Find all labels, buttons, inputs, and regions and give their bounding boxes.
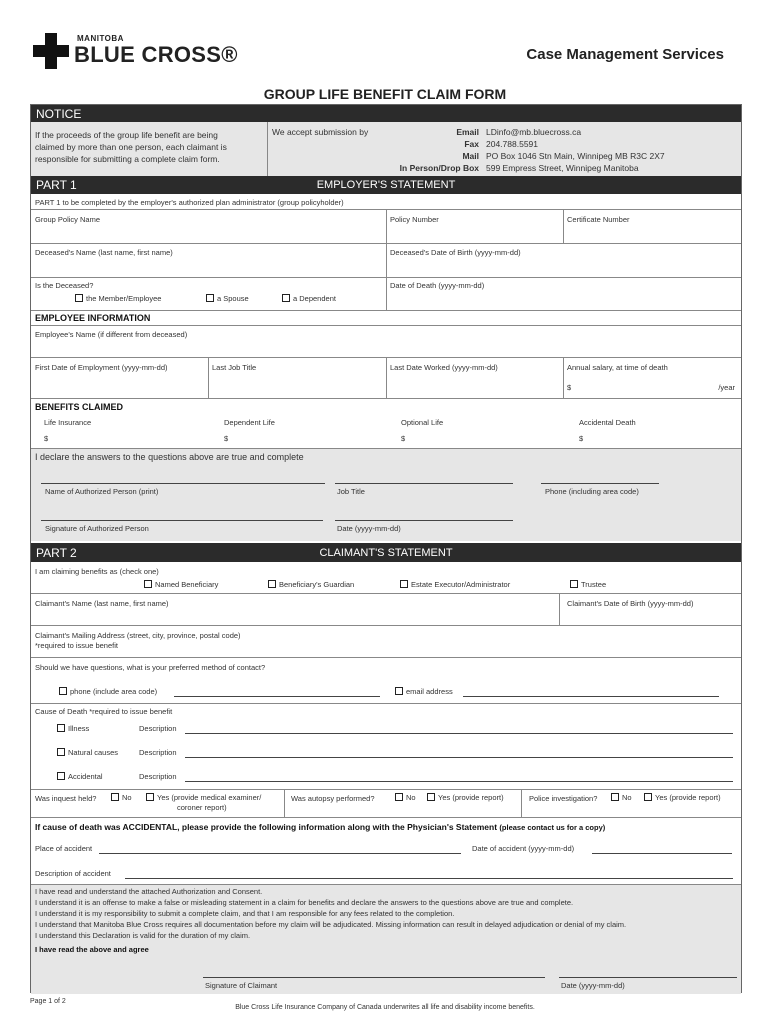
drop-value: 599 Empress Street, Winnipeg Manitoba [486,163,639,173]
case-management-title: Case Management Services [526,46,724,63]
group-policy-name-field[interactable]: Group Policy Name [35,215,101,224]
checkbox-icon [282,294,290,302]
cause-of-death-label: Cause of Death *required to issue benefit [35,707,173,716]
claimant-date-label: Date (yyyy-mm-dd) [561,981,625,990]
notice-text-1: If the proceeds of the group life benefit are being [35,130,218,140]
member-checkbox[interactable]: the Member/Employee [75,294,161,303]
dependent-checkbox[interactable]: a Dependent [282,294,336,303]
checkbox-icon [395,793,403,801]
checkbox-icon [59,687,67,695]
date-of-accident-line[interactable] [592,853,732,854]
blue-cross-logo-icon [33,33,69,69]
phone-label: Phone (including area code) [545,487,639,496]
autopsy-label: Was autopsy performed? [291,794,375,803]
authorized-signature-label: Signature of Authorized Person [45,524,149,533]
form-title: GROUP LIFE BENEFIT CLAIM FORM [263,86,507,102]
place-of-accident-line[interactable] [99,853,461,854]
decl-line-2: I understand it is an offense to make a false or misleading statement in a claim for benefits and declare the answers to the questions above are true and complete. [35,898,574,907]
checkbox-icon [395,687,403,695]
date-of-accident-label: Date of accident (yyyy-mm-dd) [472,844,575,853]
accidental-death-label: Accidental Death [579,418,636,427]
annual-salary-field[interactable]: Annual salary, at time of death [567,363,668,372]
guardian-checkbox[interactable]: Beneficiary's Guardian [268,580,354,589]
authorized-signature-line[interactable] [41,520,323,521]
decl-line-1: I have read and understand the attached Authorization and Consent. [35,887,263,896]
estate-checkbox[interactable]: Estate Executor/Administrator [400,580,510,589]
inquest-yes-note: coroner report) [177,803,227,812]
deceased-name-field[interactable]: Deceased's Name (last name, first name) [35,248,173,257]
claimant-name-field[interactable]: Claimant's Name (last name, first name) [35,599,169,608]
email-contact-line[interactable] [463,696,719,697]
optional-life-label: Optional Life [401,418,444,427]
accidental-description-line[interactable] [185,781,733,782]
email-value: LDinfo@mb.bluecross.ca [486,127,582,137]
certificate-number-field[interactable]: Certificate Number [567,215,630,224]
optional-life-amount[interactable]: $ [401,434,406,443]
natural-description-label: Description [139,748,177,757]
police-yes-checkbox[interactable]: Yes (provide report) [644,793,721,802]
inquest-label: Was inquest held? [35,794,97,803]
checkbox-icon [144,580,152,588]
policy-number-field[interactable]: Policy Number [390,215,439,224]
claimant-dob-field[interactable]: Claimant's Date of Birth (yyyy-mm-dd) [567,599,694,608]
autopsy-no-checkbox[interactable]: No [395,793,416,802]
job-title-line[interactable] [335,483,513,484]
life-insurance-amount[interactable]: $ [44,434,49,443]
inquest-no-checkbox[interactable]: No [111,793,132,802]
authorized-name-label: Name of Authorized Person (print) [45,487,159,496]
benefits-claimed-heading: BENEFITS CLAIMED [35,402,124,412]
part1-intro: PART 1 to be completed by the employer's authorized plan administrator (group policyholder) [35,198,344,207]
checkbox-icon [146,793,154,801]
claimant-signature-line[interactable] [203,977,545,978]
notice-text-2: claimed by more than one person, each claimant is [35,142,227,152]
natural-description-line[interactable] [185,757,733,758]
claimant-signature-label: Signature of Claimant [205,981,278,990]
checkbox-icon [57,724,65,732]
mailing-required-note: *required to issue benefit [35,641,118,650]
part2-title: CLAIMANT'S STATEMENT [319,546,453,559]
notice-text-3: responsible for submitting a complete claim form. [35,154,220,164]
illness-description-line[interactable] [185,733,733,734]
authorized-date-line[interactable] [335,520,513,521]
brand-manitoba: MANITOBA [77,34,124,43]
police-label: Police investigation? [529,794,598,803]
mail-label: Mail [462,151,479,161]
part1-label: PART 1 [36,178,77,192]
salary-year: /year [718,383,735,392]
email-contact-checkbox[interactable]: email address [395,687,453,696]
checkbox-icon [427,793,435,801]
accidental-description-label: Description [139,772,177,781]
police-no-checkbox[interactable]: No [611,793,632,802]
employee-info-heading: EMPLOYEE INFORMATION [35,313,151,323]
autopsy-yes-checkbox[interactable]: Yes (provide report) [427,793,504,802]
last-date-worked-field[interactable]: Last Date Worked (yyyy-mm-dd) [390,363,498,372]
deceased-dob-field[interactable]: Deceased's Date of Birth (yyyy-mm-dd) [390,248,521,257]
named-beneficiary-checkbox[interactable]: Named Beneficiary [144,580,218,589]
is-deceased-label: Is the Deceased? [35,281,94,290]
phone-line[interactable] [541,483,659,484]
authorized-name-line[interactable] [41,483,325,484]
decl-line-3: I understand it is my responsibility to submit a complete claim, and that I am responsible for any fees related to the completion. [35,909,455,918]
notice-label: NOTICE [36,106,82,121]
brand-blue-cross: BLUE CROSS® [74,42,238,67]
part2-bar [31,543,741,562]
decl-line-5: I understand this Declaration is valid for the duration of my claim. [35,931,251,940]
life-insurance-label: Life Insurance [44,418,92,427]
checkbox-icon [57,748,65,756]
authorized-date-label: Date (yyyy-mm-dd) [337,524,401,533]
job-title-label: Job Title [337,487,365,496]
accidental-checkbox[interactable]: Accidental [57,772,103,781]
claiming-as-label: I am claiming benefits as (check one) [35,567,159,576]
description-of-accident-label: Description of accident [35,869,111,878]
phone-contact-checkbox[interactable]: phone (include area code) [59,687,157,696]
claim-form [30,104,742,993]
dependent-life-amount[interactable]: $ [224,434,229,443]
place-of-accident-label: Place of accident [35,844,93,853]
checkbox-icon [75,294,83,302]
drop-label: In Person/Drop Box [399,163,479,173]
description-of-accident-line[interactable] [125,878,733,879]
part1-bar [31,176,741,194]
email-label: Email [456,127,479,137]
phone-contact-line[interactable] [174,696,380,697]
illness-description-label: Description [139,724,177,733]
employee-name-field[interactable]: Employee's Name (if different from deceased) [35,330,188,339]
checkbox-icon [570,580,578,588]
part1-title: EMPLOYER'S STATEMENT [316,179,456,191]
trustee-checkbox[interactable]: Trustee [570,580,606,589]
declare-text: I declare the answers to the questions above are true and complete [35,452,304,462]
notice-bar [31,105,741,122]
checkbox-icon [400,580,408,588]
spouse-checkbox[interactable]: a Spouse [206,294,249,303]
dependent-life-label: Dependent Life [224,418,275,427]
natural-causes-checkbox[interactable]: Natural causes [57,748,118,757]
page-number: Page 1 of 2 [30,998,66,1005]
part2-label: PART 2 [36,545,77,560]
last-job-title-field[interactable]: Last Job Title [212,363,257,372]
checkbox-icon [206,294,214,302]
read-agree: I have read the above and agree [35,945,149,954]
mail-value: PO Box 1046 Stn Main, Winnipeg MB R3C 2X7 [486,151,665,161]
accidental-death-amount[interactable]: $ [579,434,584,443]
accept-label: We accept submission by [272,127,369,137]
claimant-date-line[interactable] [559,977,737,978]
checkbox-icon [644,793,652,801]
checkbox-icon [611,793,619,801]
checkbox-icon [111,793,119,801]
fax-label: Fax [464,139,479,149]
decl-line-4: I understand that Manitoba Blue Cross requires all documentation before my claim will be adjudicated. Missing information can result in delayed adjudication or denial of my claim. [35,920,627,929]
salary-dollar: $ [567,383,572,392]
illness-checkbox[interactable]: Illness [57,724,89,733]
checkbox-icon [57,772,65,780]
first-date-employment-field[interactable]: First Date of Employment (yyyy-mm-dd) [35,363,168,372]
date-of-death-field[interactable]: Date of Death (yyyy-mm-dd) [390,281,485,290]
mailing-address-field[interactable]: Claimant's Mailing Address (street, city, province, postal code) [35,631,241,640]
underwrite-note: Blue Cross Life Insurance Company of Canada underwrites all life and disability income benefits. [235,1004,535,1011]
accidental-heading: If cause of death was ACCIDENTAL, please provide the following information along with the Physician's Statement (please contact us for a copy) [35,822,606,832]
fax-value: 204.788.5591 [486,139,538,149]
inquest-yes-checkbox[interactable]: Yes (provide medical examiner/ [146,793,261,802]
checkbox-icon [268,580,276,588]
contact-question: Should we have questions, what is your preferred method of contact? [35,663,266,672]
